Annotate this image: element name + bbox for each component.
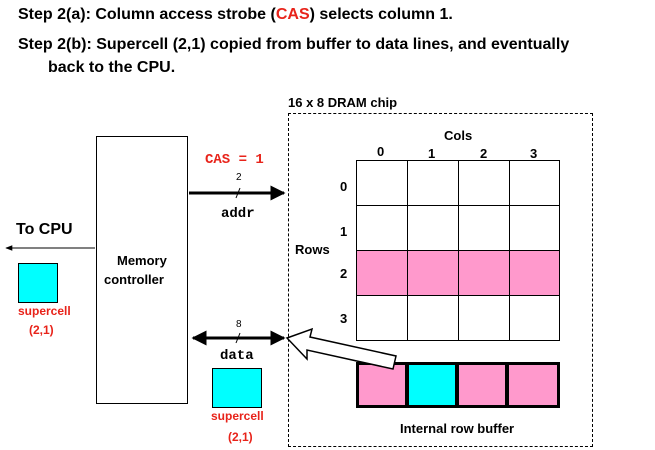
dram-chip-title: 16 x 8 DRAM chip — [288, 95, 398, 110]
step-2b-text-line1: Step 2(b): Supercell (2,1) copied from buffer to data lines, and eventually — [18, 36, 570, 53]
memory-controller-label-line2: controller — [104, 272, 164, 287]
row-index-0: 0 — [340, 179, 348, 194]
step-2a-prefix: Step 2(a): Column access strobe ( — [18, 6, 276, 23]
addr-label: addr — [221, 206, 255, 222]
row-index-1: 1 — [340, 224, 348, 239]
col-index-0: 0 — [377, 144, 385, 159]
data-width-label: 8 — [236, 319, 242, 330]
memory-controller-label-line1: Memory — [117, 253, 167, 268]
row-index-3: 3 — [340, 311, 348, 326]
step-2b-text-line2: back to the CPU. — [48, 59, 176, 76]
row-index-2: 2 — [340, 266, 348, 281]
cols-label: Cols — [444, 128, 473, 143]
buffer-to-data-arrow — [287, 329, 396, 369]
cpu-supercell-coords: (2,1) — [29, 323, 54, 337]
step-2a-cas: CAS — [275, 6, 310, 23]
cas-signal-label: CAS = 1 — [205, 152, 264, 168]
col-index-1: 1 — [428, 146, 436, 161]
data-supercell-label: supercell — [211, 409, 264, 423]
to-cpu-label: To CPU — [16, 221, 73, 238]
internal-row-buffer-label: Internal row buffer — [400, 421, 515, 436]
col-index-2: 2 — [480, 146, 488, 161]
step-2a-suffix: ) selects column 1. — [309, 6, 453, 23]
data-label: data — [220, 348, 254, 364]
cpu-supercell-label: supercell — [18, 304, 71, 318]
addr-width-label: 2 — [236, 172, 242, 183]
data-supercell-coords: (2,1) — [228, 430, 253, 444]
rows-label: Rows — [295, 242, 330, 257]
col-index-3: 3 — [530, 146, 538, 161]
